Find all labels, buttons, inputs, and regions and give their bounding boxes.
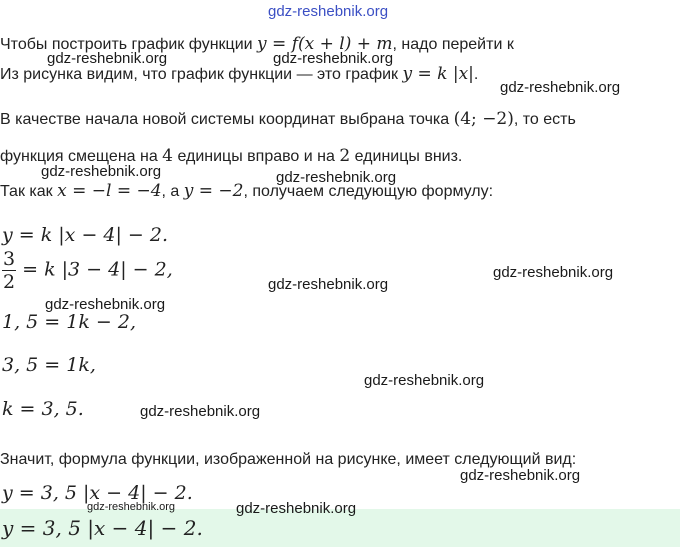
formula-6: y = 3, 5 |x − 4| − 2.	[2, 482, 193, 504]
watermark[interactable]: gdz-reshebnik.org	[236, 500, 357, 517]
p5-text-end: , получаем следующую формулу:	[243, 183, 494, 200]
formula-5: k = 3, 5.	[2, 398, 84, 420]
p1-text: Чтобы построить график функции	[0, 36, 258, 53]
watermark-small[interactable]: gdz-reshebnik.org	[87, 501, 176, 513]
fraction-denominator: 2	[3, 271, 16, 293]
paragraph-5	[0, 181, 493, 201]
p2-text-end: .	[473, 66, 479, 83]
formula-1: y = k |x − 4| − 2.	[2, 224, 169, 246]
watermark[interactable]: gdz-reshebnik.org	[460, 467, 581, 484]
watermark[interactable]: gdz-reshebnik.org	[273, 50, 394, 67]
paragraph-3	[0, 109, 576, 129]
formula-2-rest: = k |3 − 4| − 2,	[16, 258, 173, 281]
p2-formula: y = k |x|	[402, 64, 474, 84]
watermark[interactable]: gdz-reshebnik.org	[41, 163, 162, 180]
p4-num-down: 2	[339, 146, 351, 166]
p4-text: функция смещена на	[0, 148, 163, 165]
watermark[interactable]: gdz-reshebnik.org	[493, 264, 614, 281]
watermark[interactable]: gdz-reshebnik.org	[364, 372, 485, 389]
watermark[interactable]: gdz-reshebnik.org	[47, 50, 168, 67]
paragraph-2	[0, 64, 478, 84]
p1-text-end: , надо перейти к	[392, 36, 514, 53]
formula-4: 3, 5 = 1k,	[2, 354, 96, 376]
watermark[interactable]: gdz-reshebnik.org	[500, 79, 621, 96]
p4-text-mid: единицы вправо и на	[173, 148, 340, 165]
answer-formula: y = 3, 5 |x − 4| − 2.	[2, 516, 203, 540]
conclusion-text: Значит, формула функции, изображенной на рисунке, имеет следующий вид:	[0, 451, 577, 468]
p5-formula-x: x = −l = −4	[57, 181, 162, 201]
p5-formula-y: y = −2	[183, 181, 244, 201]
p3-text: В качестве начала новой системы координат выбрана точка	[0, 111, 454, 128]
watermark[interactable]: gdz-reshebnik.org	[140, 403, 261, 420]
fraction-numerator: 3	[3, 248, 16, 270]
fraction-three-halves	[2, 248, 16, 293]
p5-text: Так как	[0, 183, 58, 200]
p1-formula: y = f(x + l) + m	[257, 34, 393, 54]
watermark[interactable]: gdz-reshebnik.org	[268, 276, 389, 293]
formula-3: 1, 5 = 1k − 2,	[2, 311, 136, 333]
p3-text-end: , то есть	[513, 111, 576, 128]
p4-text-end: единицы вниз.	[350, 148, 463, 165]
watermark-top[interactable]: gdz-reshebnik.org	[268, 3, 389, 20]
p2-text: Из рисунка видим, что график функции — это график	[0, 66, 403, 83]
p5-text-mid: , а	[161, 183, 184, 200]
watermark[interactable]: gdz-reshebnik.org	[45, 296, 166, 313]
watermark[interactable]: gdz-reshebnik.org	[276, 169, 397, 186]
formula-2	[2, 248, 173, 293]
p4-num-right: 4	[162, 146, 173, 166]
p3-point: (4; −2)	[453, 109, 514, 129]
